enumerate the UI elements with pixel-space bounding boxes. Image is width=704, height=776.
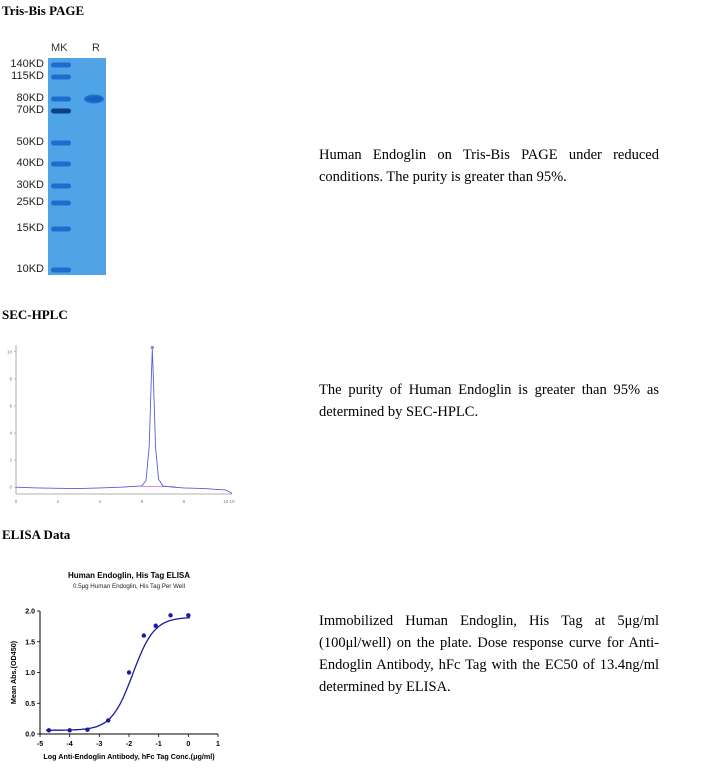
data-point [168, 613, 172, 617]
gel-image [48, 58, 106, 275]
data-point [85, 727, 89, 731]
x-tick-label: 0 [186, 741, 191, 748]
mw-label: 70KD [16, 104, 44, 116]
page-section-title: Tris-Bis PAGE [2, 3, 85, 18]
y-tick-label: 6 [9, 403, 12, 409]
y-axis-label: Mean Abs.(OD450) [9, 640, 18, 705]
marker-band [51, 97, 71, 102]
y-tick-label: 1.5 [25, 639, 35, 647]
marker-band [51, 201, 71, 206]
elisa-description: Immobilized Human Endoglin, His Tag at 5μg/ml (100μl/well) on the plate. Dose response curve for Anti-Endoglin Antibody, hFc Tag with the EC50 of 13.4ng/ml determined by ELISA. [319, 613, 659, 695]
y-tick-label: 0 [9, 484, 12, 490]
data-point [127, 670, 131, 674]
mw-label: 40KD [16, 157, 44, 169]
mw-label: 15KD [16, 222, 44, 234]
mw-label: 140KD [10, 58, 44, 70]
marker-band [51, 184, 71, 189]
marker-band [51, 268, 71, 273]
marker-band [51, 162, 71, 167]
data-point [47, 728, 51, 732]
x-tick-label: 6 [140, 499, 144, 504]
y-tick-label: 1.0 [25, 670, 35, 677]
x-tick-label: -2 [125, 741, 133, 748]
y-tick-label: 10 [6, 349, 12, 355]
x-tick-label: 1 [216, 741, 220, 748]
x-tick-label: 2 [56, 499, 60, 504]
elisa-section-title: ELISA Data [2, 527, 71, 542]
sec-description: The purity of Human Endoglin is greater than 95% as determined by SEC-HPLC. [319, 382, 659, 420]
gel-bands [48, 58, 106, 275]
mw-label: 10KD [16, 263, 44, 275]
x-tick-label: 10 [229, 499, 235, 504]
lane-label-r: R [92, 42, 100, 54]
y-tick-label: 0.5 [25, 700, 35, 708]
x-tick-label: -3 [96, 741, 103, 748]
sample-band-core [86, 96, 102, 102]
mw-label: 115KD [11, 70, 44, 82]
marker-band [51, 141, 71, 146]
sec-hplc-chart [0, 337, 240, 509]
page-description: Human Endoglin on Tris-Bis PAGE under reduced conditions. The purity is greater than 95%. [319, 147, 659, 185]
elisa-chart [0, 563, 250, 773]
mw-label: 25KD [16, 196, 44, 208]
marker-band [51, 227, 71, 232]
sec-section-title: SEC-HPLC [2, 307, 68, 322]
marker-band [51, 75, 71, 80]
lane-label-mk: MK [51, 42, 68, 54]
data-point [186, 613, 190, 617]
y-tick-label: 2 [9, 457, 12, 463]
marker-band [51, 109, 71, 114]
y-tick-label: 0.0 [25, 731, 35, 739]
x-tick-label: 0 [14, 499, 18, 504]
mw-label: 30KD [16, 179, 44, 191]
x-tick-label: 8 [182, 499, 186, 504]
data-point [106, 718, 110, 722]
data-point [67, 728, 71, 732]
x-tick-label: -4 [66, 741, 73, 748]
elisa-chart-subtitle: 0.5μg Human Endoglin, His Tag Per Well [72, 583, 186, 590]
x-tick-label: -1 [155, 741, 162, 748]
y-tick-label: 2.0 [25, 608, 35, 616]
data-point [154, 624, 158, 628]
x-tick-label: 4 [98, 499, 102, 504]
sec-signal-line [16, 349, 232, 493]
y-tick-label: 4 [9, 430, 12, 436]
y-tick-label: 8 [9, 376, 12, 382]
elisa-chart-title: Human Endoglin, His Tag ELISA [67, 571, 191, 580]
peak-marker [151, 346, 154, 349]
mw-label: 50KD [16, 136, 44, 148]
fit-curve [46, 618, 190, 731]
x-tick-label: -5 [36, 741, 44, 748]
mw-label: 80KD [16, 92, 44, 104]
x-axis-label: Log Anti-Endoglin Antibody, hFc Tag Conc.(μg/ml) [43, 752, 215, 761]
data-point [142, 633, 146, 637]
x-tick-label: 10 [223, 499, 229, 504]
marker-band [51, 63, 71, 68]
